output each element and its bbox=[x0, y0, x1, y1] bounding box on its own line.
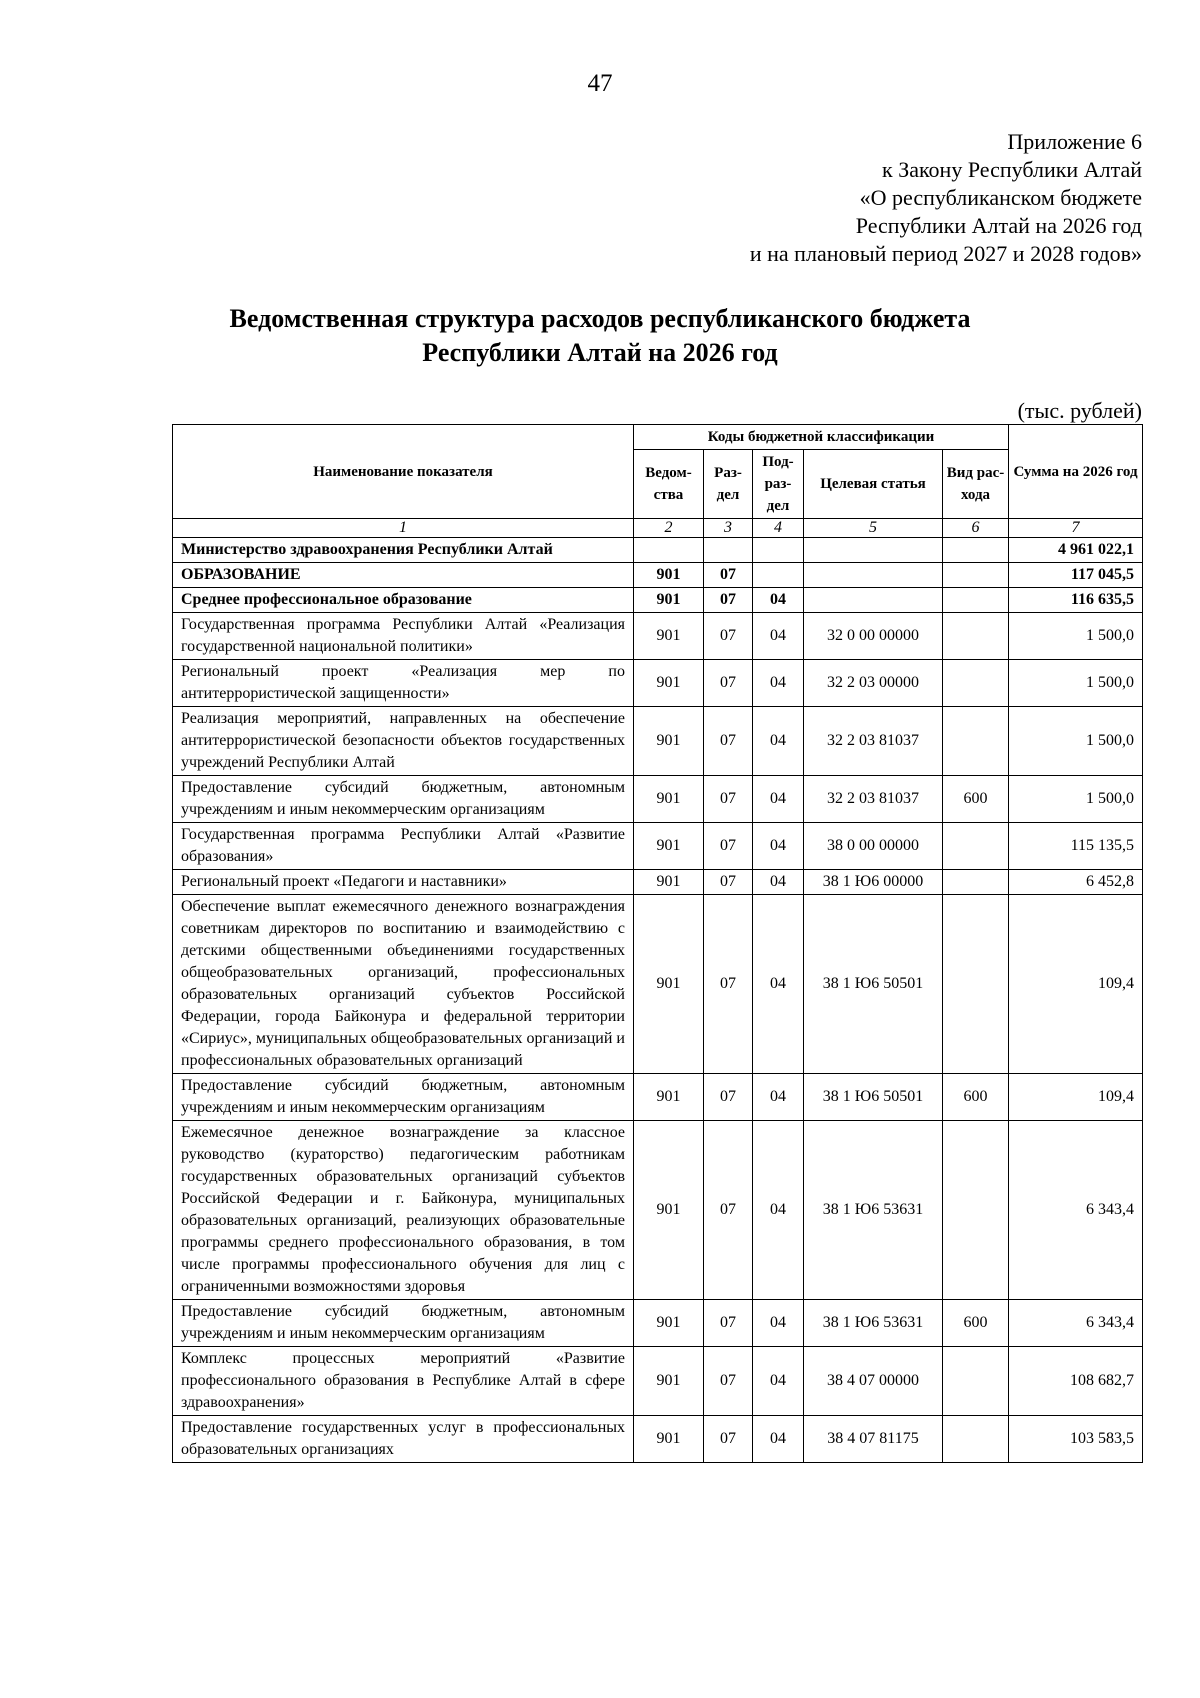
row-vid-cell bbox=[943, 588, 1009, 613]
index-cell: 3 bbox=[704, 519, 753, 538]
header-name: Наименование показателя bbox=[173, 425, 634, 519]
row-podrazdel-cell: 04 bbox=[753, 660, 804, 707]
row-vedomstva-cell: 901 bbox=[634, 1074, 704, 1121]
row-name-cell: Ежемесячное денежное вознаграждение за классное руководство (кураторство) педагогическим работникам государственных образовательных организаций субъектов Российской Федерации и г. Байконура, муниципальных образовательных организаций, реализующих образовательные программы среднего профессионального образования, в том числе программы профессионального обучения для лиц с ограниченными возможностями здоровья bbox=[173, 1121, 634, 1300]
table-row bbox=[173, 1121, 1143, 1300]
row-name-cell: Региональный проект «Педагоги и наставники» bbox=[173, 870, 634, 895]
row-vid-cell: 600 bbox=[943, 776, 1009, 823]
row-name-cell: Региональный проект «Реализация мер по антитеррористической защищенности» bbox=[173, 660, 634, 707]
table-row bbox=[173, 660, 1143, 707]
row-vedomstva-cell: 901 bbox=[634, 588, 704, 613]
row-target-cell: 38 0 00 00000 bbox=[804, 823, 943, 870]
row-sum-cell: 1 500,0 bbox=[1009, 776, 1143, 823]
row-vid-cell bbox=[943, 1121, 1009, 1300]
index-cell: 1 bbox=[173, 519, 634, 538]
row-sum-cell: 1 500,0 bbox=[1009, 660, 1143, 707]
row-razdel-cell: 07 bbox=[704, 870, 753, 895]
table-row bbox=[173, 707, 1143, 776]
table-row bbox=[173, 563, 1143, 588]
row-podrazdel-cell: 04 bbox=[753, 1300, 804, 1347]
header-razdel: Раз-дел bbox=[704, 450, 753, 519]
row-name-cell: Предоставление субсидий бюджетным, автономным учреждениям и иным некоммерческим организациям bbox=[173, 1300, 634, 1347]
row-name-cell: Комплекс процессных мероприятий «Развитие профессионального образования в Республике Алтай в сфере здравоохранения» bbox=[173, 1347, 634, 1416]
row-name-cell: Реализация мероприятий, направленных на обеспечение антитеррористической безопасности объектов государственных учреждений Республики Алтай bbox=[173, 707, 634, 776]
row-podrazdel-cell: 04 bbox=[753, 895, 804, 1074]
appendix-line: «О республиканском бюджете bbox=[859, 185, 1142, 210]
row-vid-cell bbox=[943, 660, 1009, 707]
row-vid-cell: 600 bbox=[943, 1074, 1009, 1121]
row-vid-cell bbox=[943, 823, 1009, 870]
row-vid-cell bbox=[943, 613, 1009, 660]
index-cell: 4 bbox=[753, 519, 804, 538]
row-razdel-cell: 07 bbox=[704, 895, 753, 1074]
table-row bbox=[173, 588, 1143, 613]
table-row bbox=[173, 870, 1143, 895]
appendix-line: Приложение 6 bbox=[1007, 129, 1142, 154]
row-vedomstva-cell: 901 bbox=[634, 1347, 704, 1416]
units-label: (тыс. рублей) bbox=[1017, 398, 1142, 423]
budget-table bbox=[172, 424, 1143, 1463]
row-sum-cell: 6 343,4 bbox=[1009, 1121, 1143, 1300]
document-title-line: Ведомственная структура расходов республиканского бюджета bbox=[229, 304, 971, 333]
row-name-cell: Предоставление государственных услуг в профессиональных образовательных организациях bbox=[173, 1416, 634, 1463]
row-podrazdel-cell: 04 bbox=[753, 1121, 804, 1300]
row-name-cell: Предоставление субсидий бюджетным, автономным учреждениям и иным некоммерческим организациям bbox=[173, 1074, 634, 1121]
row-vid-cell: 600 bbox=[943, 1300, 1009, 1347]
header-vedomstva: Ведом-ства bbox=[634, 450, 704, 519]
table-row bbox=[173, 613, 1143, 660]
table-row bbox=[173, 895, 1143, 1074]
row-sum-cell: 116 635,5 bbox=[1009, 588, 1143, 613]
index-cell: 6 bbox=[943, 519, 1009, 538]
row-sum-cell: 109,4 bbox=[1009, 1074, 1143, 1121]
row-podrazdel-cell: 04 bbox=[753, 588, 804, 613]
row-podrazdel-cell: 04 bbox=[753, 1347, 804, 1416]
row-podrazdel-cell: 04 bbox=[753, 1416, 804, 1463]
row-razdel-cell: 07 bbox=[704, 613, 753, 660]
row-vid-cell bbox=[943, 538, 1009, 563]
table-row bbox=[173, 538, 1143, 563]
row-sum-cell: 108 682,7 bbox=[1009, 1347, 1143, 1416]
table-row bbox=[173, 823, 1143, 870]
row-target-cell bbox=[804, 588, 943, 613]
row-vid-cell bbox=[943, 707, 1009, 776]
row-name-cell: Государственная программа Республики Алтай «Реализация государственной национальной политики» bbox=[173, 613, 634, 660]
header-target: Целевая статья bbox=[804, 450, 943, 519]
row-vid-cell bbox=[943, 895, 1009, 1074]
row-razdel-cell: 07 bbox=[704, 1074, 753, 1121]
appendix-line: к Закону Республики Алтай bbox=[882, 157, 1142, 182]
row-vid-cell bbox=[943, 1416, 1009, 1463]
table-row bbox=[173, 1074, 1143, 1121]
row-name-cell: Предоставление субсидий бюджетным, автономным учреждениям и иным некоммерческим организациям bbox=[173, 776, 634, 823]
row-razdel-cell: 07 bbox=[704, 1416, 753, 1463]
row-vid-cell bbox=[943, 870, 1009, 895]
row-target-cell bbox=[804, 563, 943, 588]
row-vedomstva-cell: 901 bbox=[634, 776, 704, 823]
header-vid: Вид рас-хода bbox=[943, 450, 1009, 519]
row-razdel-cell: 07 bbox=[704, 776, 753, 823]
index-cell: 7 bbox=[1009, 519, 1143, 538]
row-vedomstva-cell: 901 bbox=[634, 1300, 704, 1347]
row-razdel-cell: 07 bbox=[704, 1347, 753, 1416]
index-cell: 2 bbox=[634, 519, 704, 538]
row-sum-cell: 109,4 bbox=[1009, 895, 1143, 1074]
document-title bbox=[0, 302, 1200, 370]
row-sum-cell: 4 961 022,1 bbox=[1009, 538, 1143, 563]
row-name-cell: Министерство здравоохранения Республики Алтай bbox=[173, 538, 634, 563]
row-vedomstva-cell: 901 bbox=[634, 707, 704, 776]
table-row bbox=[173, 776, 1143, 823]
row-target-cell: 32 2 03 81037 bbox=[804, 776, 943, 823]
row-podrazdel-cell: 04 bbox=[753, 613, 804, 660]
table-body bbox=[173, 538, 1143, 1463]
row-vid-cell bbox=[943, 1347, 1009, 1416]
row-razdel-cell: 07 bbox=[704, 823, 753, 870]
row-podrazdel-cell: 04 bbox=[753, 707, 804, 776]
row-razdel-cell: 07 bbox=[704, 1300, 753, 1347]
row-vedomstva-cell: 901 bbox=[634, 563, 704, 588]
row-vedomstva-cell bbox=[634, 538, 704, 563]
row-target-cell bbox=[804, 538, 943, 563]
row-sum-cell: 6 452,8 bbox=[1009, 870, 1143, 895]
row-razdel-cell: 07 bbox=[704, 563, 753, 588]
header-sum: Сумма на 2026 год bbox=[1009, 425, 1143, 519]
row-razdel-cell: 07 bbox=[704, 588, 753, 613]
row-podrazdel-cell: 04 bbox=[753, 823, 804, 870]
row-vedomstva-cell: 901 bbox=[634, 1121, 704, 1300]
row-target-cell: 38 1 Ю6 50501 bbox=[804, 1074, 943, 1121]
row-target-cell: 38 1 Ю6 53631 bbox=[804, 1121, 943, 1300]
row-podrazdel-cell bbox=[753, 563, 804, 588]
row-podrazdel-cell: 04 bbox=[753, 870, 804, 895]
table-row bbox=[173, 1347, 1143, 1416]
row-name-cell: ОБРАЗОВАНИЕ bbox=[173, 563, 634, 588]
row-razdel-cell: 07 bbox=[704, 1121, 753, 1300]
row-vedomstva-cell: 901 bbox=[634, 1416, 704, 1463]
header-podrazdel: Под-раз-дел bbox=[753, 450, 804, 519]
row-razdel-cell: 07 bbox=[704, 707, 753, 776]
table-row bbox=[173, 1416, 1143, 1463]
page-number: 47 bbox=[587, 70, 613, 97]
row-sum-cell: 103 583,5 bbox=[1009, 1416, 1143, 1463]
appendix-line: Республики Алтай на 2026 год bbox=[855, 213, 1142, 238]
row-razdel-cell bbox=[704, 538, 753, 563]
table-row bbox=[173, 1300, 1143, 1347]
row-target-cell: 32 2 03 00000 bbox=[804, 660, 943, 707]
row-podrazdel-cell bbox=[753, 538, 804, 563]
row-vedomstva-cell: 901 bbox=[634, 613, 704, 660]
row-name-cell: Среднее профессиональное образование bbox=[173, 588, 634, 613]
row-name-cell: Государственная программа Республики Алтай «Развитие образования» bbox=[173, 823, 634, 870]
row-target-cell: 38 1 Ю6 00000 bbox=[804, 870, 943, 895]
row-name-cell: Обеспечение выплат ежемесячного денежного вознаграждения советникам директоров по воспитанию и взаимодействию с детскими общественными объединениями государственных общеобразовательных организаций, профессиональных образовательных организаций субъектов Российской Федерации, города Байконура и федеральной территории «Сириус», муниципальных общеобразовательных организаций и профессиональных образовательных организаций bbox=[173, 895, 634, 1074]
row-vedomstva-cell: 901 bbox=[634, 660, 704, 707]
row-target-cell: 38 1 Ю6 53631 bbox=[804, 1300, 943, 1347]
row-sum-cell: 1 500,0 bbox=[1009, 707, 1143, 776]
row-vedomstva-cell: 901 bbox=[634, 870, 704, 895]
row-podrazdel-cell: 04 bbox=[753, 776, 804, 823]
row-podrazdel-cell: 04 bbox=[753, 1074, 804, 1121]
row-target-cell: 38 4 07 81175 bbox=[804, 1416, 943, 1463]
row-vid-cell bbox=[943, 563, 1009, 588]
appendix-note bbox=[750, 128, 1142, 268]
appendix-line: и на плановый период 2027 и 2028 годов» bbox=[749, 241, 1142, 266]
row-target-cell: 32 2 03 81037 bbox=[804, 707, 943, 776]
row-vedomstva-cell: 901 bbox=[634, 895, 704, 1074]
row-sum-cell: 115 135,5 bbox=[1009, 823, 1143, 870]
row-sum-cell: 1 500,0 bbox=[1009, 613, 1143, 660]
row-target-cell: 38 4 07 00000 bbox=[804, 1347, 943, 1416]
row-target-cell: 32 0 00 00000 bbox=[804, 613, 943, 660]
document-title-line: Республики Алтай на 2026 год bbox=[422, 338, 778, 367]
row-sum-cell: 6 343,4 bbox=[1009, 1300, 1143, 1347]
header-codes-group: Коды бюджетной классификации bbox=[634, 425, 1009, 450]
index-cell: 5 bbox=[804, 519, 943, 538]
row-vedomstva-cell: 901 bbox=[634, 823, 704, 870]
row-razdel-cell: 07 bbox=[704, 660, 753, 707]
row-target-cell: 38 1 Ю6 50501 bbox=[804, 895, 943, 1074]
row-sum-cell: 117 045,5 bbox=[1009, 563, 1143, 588]
